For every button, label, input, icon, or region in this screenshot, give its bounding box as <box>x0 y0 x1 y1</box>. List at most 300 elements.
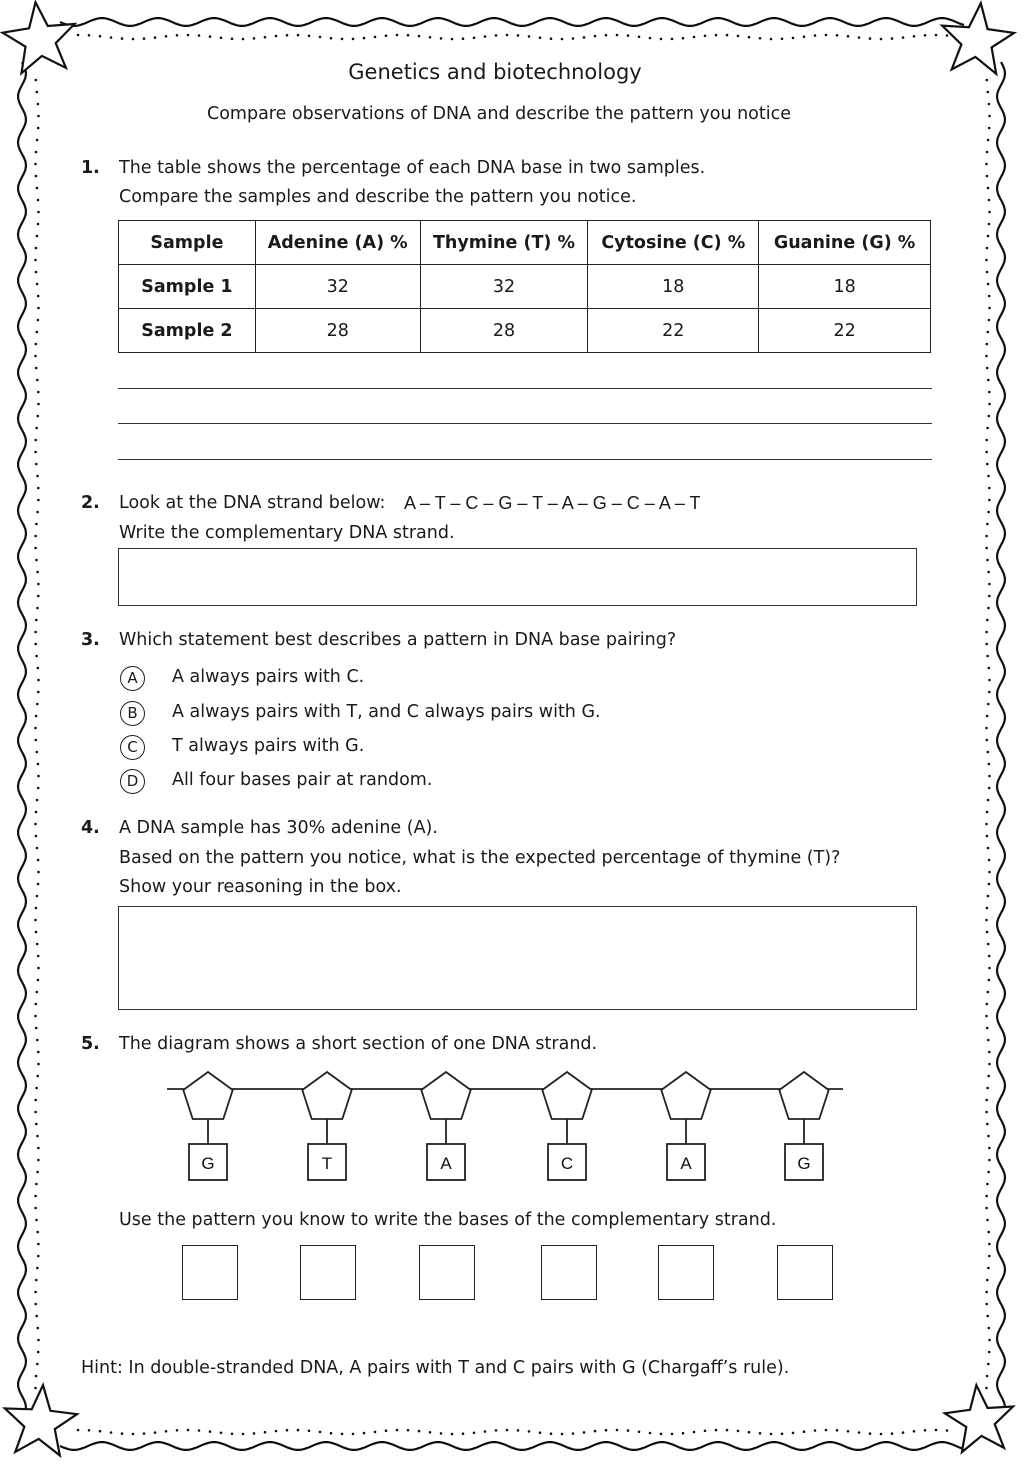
border-dot <box>986 367 989 370</box>
border-dot <box>37 223 40 226</box>
border-dot <box>985 643 988 646</box>
border-dot <box>988 319 991 322</box>
border-dot <box>407 1429 410 1432</box>
border-dot <box>37 859 40 862</box>
border-dot <box>220 37 223 40</box>
border-dot <box>987 1363 990 1366</box>
border-dot <box>264 36 267 39</box>
border-dot <box>495 34 498 37</box>
border-dot <box>987 943 990 946</box>
border-dot <box>946 1429 949 1432</box>
border-dot <box>649 1432 652 1435</box>
option-c-circle[interactable]: C <box>120 735 145 760</box>
question-1-line-2: Compare the samples and describe the pattern you notice. <box>119 187 637 207</box>
border-dot <box>35 343 38 346</box>
border-dot <box>985 439 988 442</box>
border-dot <box>35 1219 38 1222</box>
border-dot <box>286 1429 289 1432</box>
border-dot <box>987 895 990 898</box>
border-dot <box>985 163 988 166</box>
border-dot <box>987 751 990 754</box>
border-dot <box>987 91 990 94</box>
border-dot <box>988 487 991 490</box>
border-dot <box>550 37 553 40</box>
border-dot <box>985 547 988 550</box>
border-dot <box>396 34 399 37</box>
border-dot <box>986 463 989 466</box>
border-dot <box>988 667 991 670</box>
answer-line-2[interactable] <box>118 423 932 424</box>
border-dot <box>986 835 989 838</box>
border-dot <box>36 475 39 478</box>
question-2-number: 2. <box>81 493 100 513</box>
question-3-number: 3. <box>81 630 100 650</box>
table-cell: 18 <box>588 265 759 309</box>
border-dot <box>814 1429 817 1432</box>
border-dot <box>37 499 40 502</box>
answer-line-3[interactable] <box>118 459 932 460</box>
border-dot <box>36 235 39 238</box>
border-dot <box>341 1433 344 1436</box>
border-dot <box>985 451 988 454</box>
border-dot <box>517 1429 520 1432</box>
complement-answer-box[interactable] <box>777 1245 833 1300</box>
border-dot <box>187 1429 190 1432</box>
border-dot <box>869 1432 872 1435</box>
border-dot <box>484 1430 487 1433</box>
border-dot <box>594 1430 597 1433</box>
question-5-text: The diagram shows a short section of one DNA strand. <box>119 1034 598 1054</box>
border-dot <box>987 475 990 478</box>
border-dot <box>209 35 212 38</box>
border-dot <box>759 1432 762 1435</box>
border-dot <box>36 703 39 706</box>
border-dot <box>34 1195 37 1198</box>
border-dot <box>987 187 990 190</box>
border-dot <box>36 331 39 334</box>
question-4-line-3: Show your reasoning in the box. <box>119 877 402 897</box>
border-dot <box>561 1433 564 1436</box>
option-b-circle[interactable]: B <box>120 701 145 726</box>
border-dot <box>36 799 39 802</box>
border-dot <box>37 1051 40 1054</box>
border-dot <box>988 955 991 958</box>
border-dot <box>988 583 991 586</box>
border-dot <box>715 1429 718 1432</box>
border-dot <box>988 883 991 886</box>
border-dot <box>987 1267 990 1270</box>
border-dot <box>198 34 201 37</box>
border-dot <box>308 35 311 38</box>
border-dot <box>37 787 40 790</box>
border-dot <box>374 36 377 39</box>
question-5-number: 5. <box>81 1034 100 1054</box>
border-dot <box>154 1431 157 1434</box>
border-dot <box>275 1430 278 1433</box>
border-dot <box>242 38 245 41</box>
border-dot <box>985 1195 988 1198</box>
border-dot <box>37 583 40 586</box>
border-dot <box>99 1430 102 1433</box>
border-dot <box>36 991 39 994</box>
border-dot <box>869 37 872 40</box>
border-dot <box>803 35 806 38</box>
border-dot <box>988 295 991 298</box>
border-dot <box>35 619 38 622</box>
option-c-text: T always pairs with G. <box>172 736 365 756</box>
border-dot <box>440 1432 443 1435</box>
page-title: Genetics and biotechnology <box>348 60 642 84</box>
border-dot <box>154 36 157 39</box>
border-dot <box>34 631 37 634</box>
border-dot <box>253 1432 256 1435</box>
border-dot <box>836 1429 839 1432</box>
border-dot <box>35 907 38 910</box>
border-dot <box>987 379 990 382</box>
border-dot <box>985 355 988 358</box>
border-dot <box>440 37 443 40</box>
border-dot <box>988 595 991 598</box>
border-dot <box>37 1255 40 1258</box>
complementary-strand-answer-box[interactable] <box>118 548 917 606</box>
border-dot <box>308 1430 311 1433</box>
border-dot <box>847 35 850 38</box>
border-dot <box>418 35 421 38</box>
border-dot <box>988 787 991 790</box>
border-dot <box>985 823 988 826</box>
border-dot <box>34 355 37 358</box>
border-dot <box>37 679 40 682</box>
border-dot <box>988 199 991 202</box>
border-dot <box>36 847 39 850</box>
border-dot <box>682 1432 685 1435</box>
border-dot <box>34 439 37 442</box>
sugar-pentagon <box>542 1072 591 1119</box>
border-dot <box>770 1433 773 1436</box>
dna-strand-sequence: A – T – C – G – T – A – G – C – A – T <box>404 493 701 513</box>
border-dot <box>36 283 39 286</box>
table-header-thymine: Thymine (T) % <box>420 221 588 265</box>
border-dot <box>987 1135 990 1138</box>
border-dot <box>36 607 39 610</box>
border-dot <box>988 1327 991 1330</box>
base-letter: A <box>680 1154 692 1173</box>
border-dot <box>605 34 608 37</box>
base-letter: G <box>797 1154 811 1173</box>
border-dot <box>165 35 168 38</box>
border-dot <box>36 1135 39 1138</box>
border-dot <box>986 175 989 178</box>
border-dot <box>429 1431 432 1434</box>
border-dot <box>385 34 388 37</box>
border-dot <box>37 403 40 406</box>
border-dot <box>35 559 38 562</box>
complement-answer-box[interactable] <box>182 1245 238 1300</box>
border-dot <box>594 35 597 38</box>
border-dot <box>242 1433 245 1436</box>
border-dot <box>34 643 37 646</box>
border-dot <box>37 391 40 394</box>
border-dot <box>385 1429 388 1432</box>
question-1-line-1: The table shows the percentage of each DNA base in two samples. <box>119 158 706 178</box>
border-dot <box>36 379 39 382</box>
border-dot <box>198 1429 201 1432</box>
border-dot <box>985 1207 988 1210</box>
border-dot <box>693 1431 696 1434</box>
border-dot <box>987 1039 990 1042</box>
border-dot <box>297 34 300 37</box>
nucleotide <box>779 1072 828 1180</box>
border-dot <box>330 37 333 40</box>
border-dot <box>986 1087 989 1090</box>
border-dot <box>37 1243 40 1246</box>
border-dot <box>986 343 989 346</box>
border-dot <box>986 619 989 622</box>
border-dot <box>34 727 37 730</box>
border-dot <box>987 571 990 574</box>
question-2-line-1: Look at the DNA strand below: <box>119 493 386 513</box>
border-dot <box>985 1099 988 1102</box>
border-dot <box>781 38 784 41</box>
border-dot <box>429 36 432 39</box>
option-d-circle[interactable]: D <box>120 769 145 794</box>
border-dot <box>330 1432 333 1435</box>
border-dot <box>319 36 322 39</box>
border-dot <box>847 1430 850 1433</box>
border-dot <box>987 511 990 514</box>
border-dot <box>986 1315 989 1318</box>
border-dot <box>986 715 989 718</box>
border-dot <box>34 1099 37 1102</box>
border-dot <box>35 1027 38 1030</box>
border-dot <box>986 247 989 250</box>
border-dot <box>880 38 883 41</box>
border-dot <box>473 1432 476 1435</box>
border-dot <box>987 991 990 994</box>
border-dot <box>37 979 40 982</box>
nucleotide <box>302 1072 351 1180</box>
border-dot <box>88 34 91 37</box>
border-dot <box>986 1279 989 1282</box>
table-header-sample: Sample <box>119 221 256 265</box>
page-subtitle: Compare observations of DNA and describe the pattern you notice <box>206 104 792 124</box>
option-a-circle[interactable]: A <box>120 666 145 691</box>
dna-strand-diagram <box>160 1068 860 1188</box>
border-dot <box>682 37 685 40</box>
border-dot <box>770 38 773 41</box>
border-dot <box>988 691 991 694</box>
complement-answer-box[interactable] <box>658 1245 714 1300</box>
border-dot <box>473 37 476 40</box>
border-dot <box>37 1159 40 1162</box>
question-1-number: 1. <box>81 158 100 178</box>
border-dot <box>986 523 989 526</box>
border-dot <box>988 211 991 214</box>
border-dot <box>35 1123 38 1126</box>
border-dot <box>627 1429 630 1432</box>
border-dot <box>37 967 40 970</box>
border-dot <box>275 35 278 38</box>
border-dot <box>341 38 344 41</box>
answer-line-1[interactable] <box>118 388 932 389</box>
border-dot <box>363 37 366 40</box>
nucleotide <box>661 1072 710 1180</box>
border-dot <box>988 307 991 310</box>
border-dot <box>34 451 37 454</box>
border-dot <box>506 34 509 37</box>
border-dot <box>572 1432 575 1435</box>
complement-answer-box[interactable] <box>300 1245 356 1300</box>
border-dot <box>34 1303 37 1306</box>
border-dot <box>605 1429 608 1432</box>
border-dot <box>35 1003 38 1006</box>
border-dot <box>836 34 839 37</box>
border-dot <box>34 823 37 826</box>
border-dot <box>759 37 762 40</box>
option-b-text: A always pairs with T, and C always pairs with G. <box>172 702 601 722</box>
border-dot <box>35 1087 38 1090</box>
border-dot <box>985 1015 988 1018</box>
border-dot <box>792 1432 795 1435</box>
border-dot <box>88 1429 91 1432</box>
border-dot <box>506 1429 509 1432</box>
border-dot <box>781 1433 784 1436</box>
border-dot <box>561 38 564 41</box>
border-wave <box>60 1442 964 1450</box>
border-dot <box>484 35 487 38</box>
border-dot <box>986 739 989 742</box>
base-letter: A <box>440 1154 452 1173</box>
border-dot <box>176 34 179 37</box>
border-dot <box>110 36 113 39</box>
table-cell: 22 <box>759 309 931 353</box>
border-dot <box>986 1219 989 1222</box>
border-dot <box>231 38 234 41</box>
border-dot <box>616 34 619 37</box>
border-dot <box>36 511 39 514</box>
border-dot <box>638 1431 641 1434</box>
border-dot <box>988 391 991 394</box>
border-dot <box>988 1351 991 1354</box>
border-dot <box>418 1430 421 1433</box>
border-dot <box>99 35 102 38</box>
border-dot <box>297 1429 300 1432</box>
border-dot <box>987 607 990 610</box>
border-dot <box>985 535 988 538</box>
border-dot <box>35 271 38 274</box>
border-dot <box>319 1431 322 1434</box>
border-dot <box>986 559 989 562</box>
border-dot <box>37 307 40 310</box>
border-dot <box>649 37 652 40</box>
border-dot <box>985 1303 988 1306</box>
border-dot <box>35 1315 38 1318</box>
border-dot <box>988 859 991 862</box>
table-cell: 18 <box>759 265 931 309</box>
table-header-guanine: Guanine (G) % <box>759 221 931 265</box>
border-dot <box>880 1433 883 1436</box>
border-dot <box>726 1429 729 1432</box>
border-dot <box>35 1279 38 1282</box>
border-dot <box>986 1123 989 1126</box>
border-dot <box>748 1431 751 1434</box>
border-dot <box>37 595 40 598</box>
option-d-text: All four bases pair at random. <box>172 770 433 790</box>
border-dot <box>986 427 989 430</box>
border-dot <box>36 1231 39 1234</box>
border-dot <box>988 499 991 502</box>
border-dot <box>924 1429 927 1432</box>
border-dot <box>704 35 707 38</box>
border-dot <box>985 1111 988 1114</box>
border-dot <box>913 1430 916 1433</box>
border-dot <box>37 1147 40 1150</box>
border-dot <box>37 319 40 322</box>
border-dot <box>985 1291 988 1294</box>
base-letter: T <box>321 1154 333 1173</box>
border-dot <box>37 1351 40 1354</box>
border-dot <box>143 37 146 40</box>
border-dot <box>36 1363 39 1366</box>
border-dot <box>37 487 40 490</box>
complement-answer-box[interactable] <box>541 1245 597 1300</box>
border-dot <box>986 1375 989 1378</box>
border-dot <box>36 1039 39 1042</box>
table-cell: 32 <box>420 265 588 309</box>
border-dot <box>34 259 37 262</box>
border-dot <box>891 37 894 40</box>
border-dot <box>704 1430 707 1433</box>
hint-text: Hint: In double-stranded DNA, A pairs with T and C pairs with G (Chargaff’s rule). <box>81 1358 790 1378</box>
base-letter: G <box>201 1154 215 1173</box>
border-dot <box>987 847 990 850</box>
border-dot <box>987 139 990 142</box>
border-dot <box>36 1267 39 1270</box>
border-dot <box>36 571 39 574</box>
border-dot <box>37 955 40 958</box>
border-dot <box>986 811 989 814</box>
border-dot <box>37 883 40 886</box>
border-dot <box>35 1375 38 1378</box>
question-4-line-2: Based on the pattern you notice, what is the expected percentage of thymine (T)? <box>119 848 841 868</box>
sugar-pentagon <box>302 1072 351 1119</box>
dna-base-table <box>118 220 931 353</box>
border-dot <box>35 811 38 814</box>
border-dot <box>36 91 39 94</box>
border-dot <box>988 415 991 418</box>
border-dot <box>35 175 38 178</box>
star-icon-bottom-right <box>945 1385 1013 1452</box>
border-dot <box>36 1171 39 1174</box>
reasoning-answer-box[interactable] <box>118 906 917 1010</box>
complement-answer-box[interactable] <box>419 1245 475 1300</box>
border-dot <box>803 1430 806 1433</box>
border-dot <box>143 1432 146 1435</box>
border-dot <box>35 427 38 430</box>
border-dot <box>638 36 641 39</box>
border-dot <box>987 283 990 286</box>
border-dot <box>748 36 751 39</box>
border-dot <box>985 919 988 922</box>
border-dot <box>660 1433 663 1436</box>
border-dot <box>495 1429 498 1432</box>
table-header-adenine: Adenine (A) % <box>255 221 420 265</box>
question-4-line-1: A DNA sample has 30% adenine (A). <box>119 818 438 838</box>
border-dot <box>35 655 38 658</box>
border-dot <box>988 775 991 778</box>
table-row <box>119 265 931 309</box>
border-dot <box>37 211 40 214</box>
